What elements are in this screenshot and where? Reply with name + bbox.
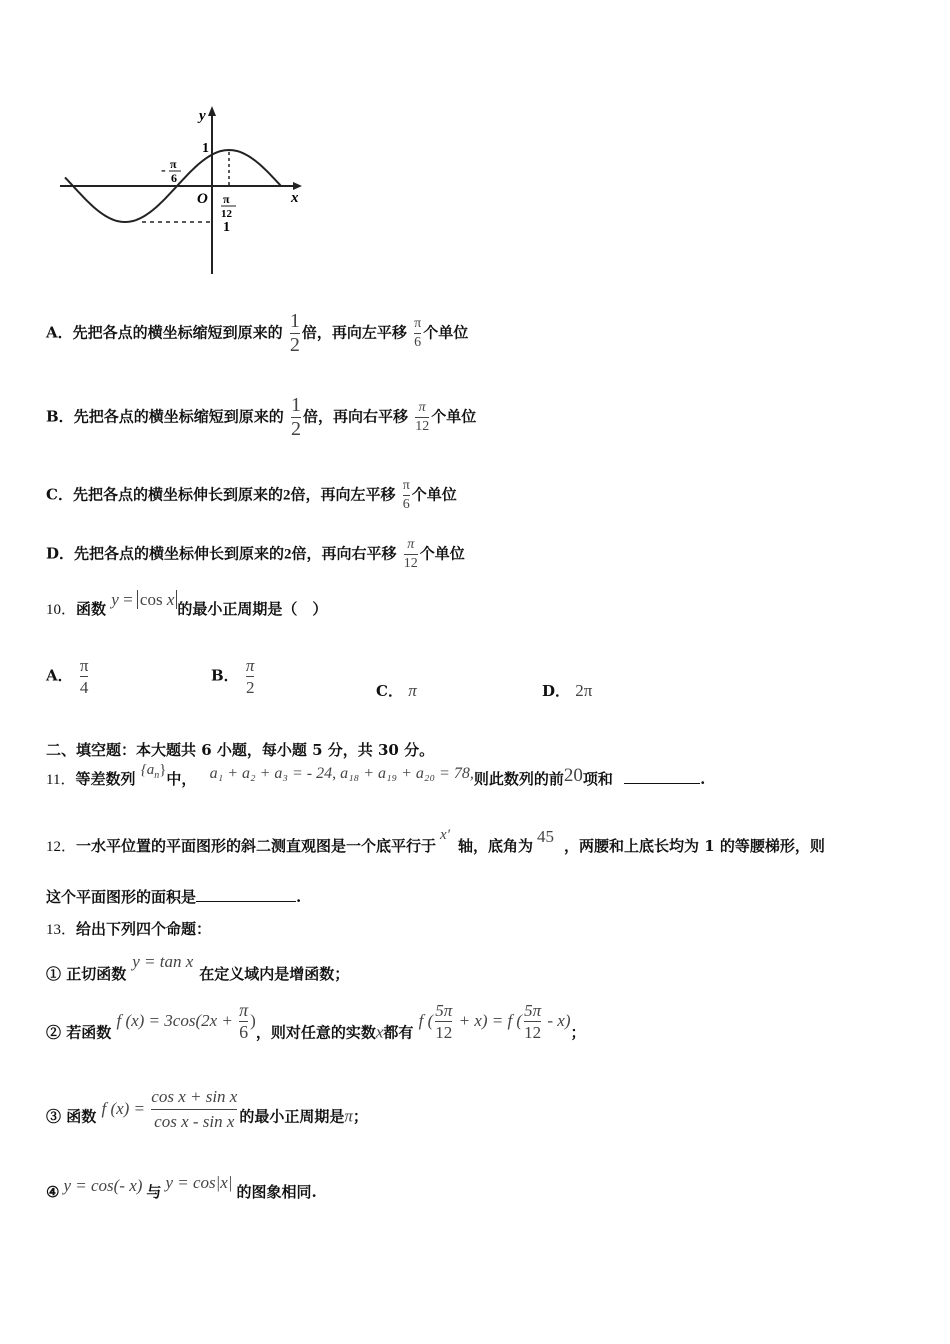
origin-label: O	[197, 191, 208, 207]
question-12: 12．一水平位置的平面图形的斜二测直观图是一个底平行于x′轴，底角为 45 ，两腰和上底长均为 1 的等腰梯形，则	[46, 827, 825, 855]
proposition-4: ④ y = cos(- x) 与 y = cos|x| 的图象相同.	[46, 1173, 317, 1201]
pi12-den: 12	[221, 208, 232, 220]
q10-option-d: D． 2π	[542, 681, 593, 700]
question-11: 11．等差数列 $\{a_n\}$中， a₁ + a₂ + a₃ = - 24, a₁₈ + a₁₉ + a₂₀ = 78,则此数列的前20项和 .	[46, 762, 706, 788]
neg-pi6-den: 6	[171, 171, 177, 185]
x-label: x	[291, 190, 299, 206]
proposition-1: ① 正切函数y = tan x在定义域内是增函数；	[46, 952, 350, 983]
y-label: y	[199, 108, 206, 124]
pi12-num: π	[223, 192, 230, 206]
option-b: B．先把各点的横坐标缩短到原来的 $\frac{1}{2}$ 倍，再向右平移 $\frac{\pi}{12}$ 个单位	[46, 394, 477, 440]
question-13: 13．给出下列四个命题：	[46, 920, 212, 938]
y-arrow	[208, 106, 216, 116]
section-2-title: 二、填空题：本大题共 6 小题，每小题 5 分，共 30 分。	[46, 741, 435, 759]
q10-option-b: B． $\frac{\pi}{2}$	[211, 656, 255, 697]
one-bottom-label: 1	[223, 220, 230, 235]
one-top-label: 1	[202, 141, 209, 156]
question-10: 10．函数 y = cos x 的最小正周期是（ ）	[46, 590, 328, 618]
x-arrow	[293, 182, 302, 190]
proposition-3: ③ 函数 f (x) = $\frac{\text{cos x + sin x}}{\text{cos x - sin x}}$ 的最小正周期是π；	[46, 1087, 368, 1131]
proposition-2: ② 若函数 f (x) = 3cos(2x + $\frac{\pi}{6}$ )，则对任意的实数x都有 f ( $\frac{5\pi}{12}$ + x) = f ( $\frac{5\pi}{12}$ - x)；	[46, 1000, 586, 1042]
option-d: D．先把各点的横坐标伸长到原来的2倍，再向右平移 $\frac{\pi}{12}$ 个单位	[46, 537, 465, 571]
option-c: C．先把各点的横坐标伸长到原来的2倍，再向左平移 $\frac{\pi}{6}$ 个单位	[46, 478, 457, 512]
q10-option-a: A． $\frac{\pi}{4}$	[46, 656, 89, 697]
sine-graph	[55, 100, 315, 280]
neg-pi6-num: π	[170, 157, 177, 171]
neg-sign: -	[161, 163, 166, 178]
q10-option-c: C． π	[376, 681, 417, 700]
question-12-line2: 这个平面图形的面积是 .	[46, 888, 302, 906]
option-a: A．先把各点的横坐标缩短到原来的 $\frac{1}{2}$ 倍，再向左平移 $\frac{\pi}{6}$ 个单位	[46, 310, 469, 356]
